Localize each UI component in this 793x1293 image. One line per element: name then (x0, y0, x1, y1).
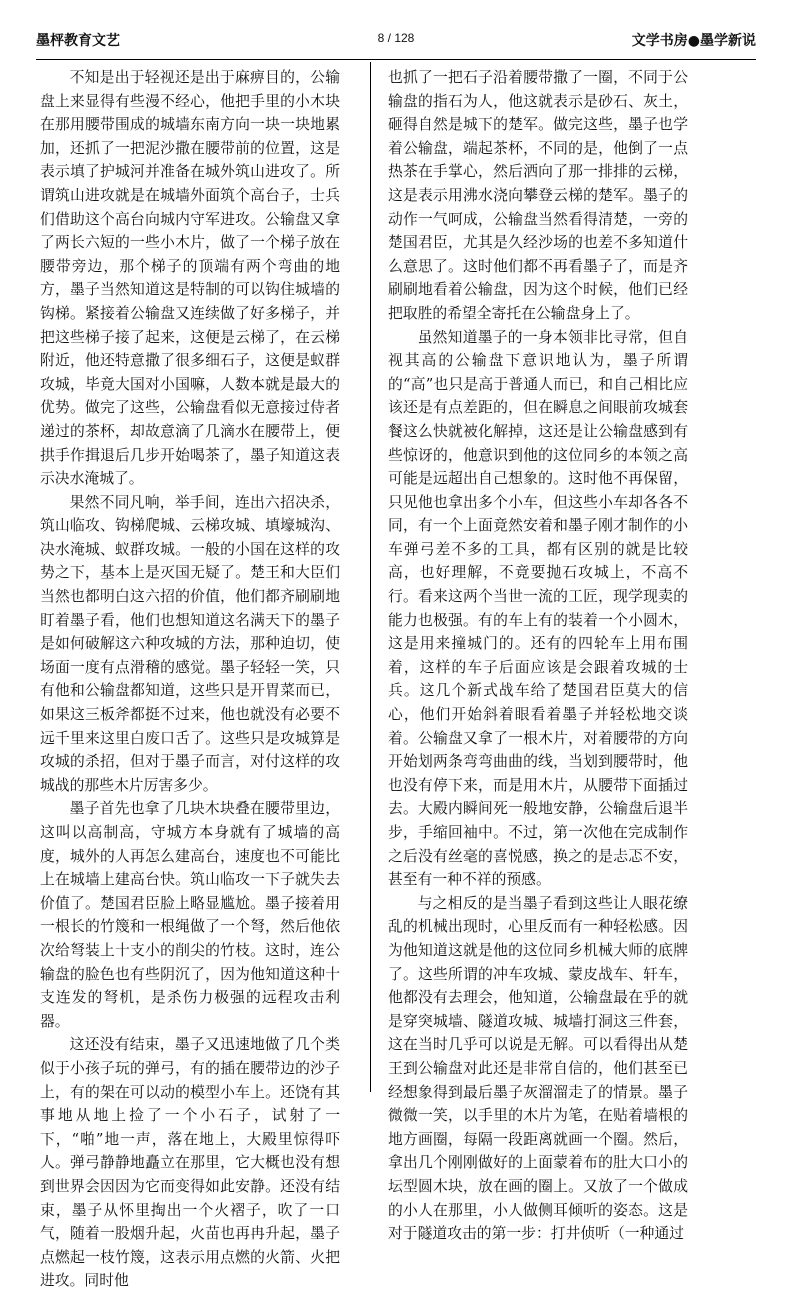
paragraph: 也抓了一把石子沿着腰带撒了一圈，不同于公输盘的指石为人，他这就表示是砂石、灰土，砸得自然是城下的楚军。做完这些，墨子也学着公输盘，端起茶杯，不同的是，他倒了一点热茶在手掌心，然后洒向了那一排排的云梯，这是表示用沸水浇向攀登云梯的楚军。墨子的动作一气呵成，公输盘当然看得清楚，一旁的楚国君臣，尤其是久经沙场的也差不多知道什么意思了。这时他们都不再看墨子了，而是齐刷刷地看着公输盘，因为这个时候，他们已经把取胜的希望全寄托在公输盘身上了。 (388, 69, 688, 322)
page-header (36, 28, 756, 52)
paragraph: 墨子首先也拿了几块木块叠在腰带里边，这叫以高制高，守城方本身就有了城墙的高度，城外的人再怎么建高台，速度也不可能比上在城墙上建高台快。筑山临攻一下子就失去价值了。楚国君臣脸上略显尴尬。墨子接着用一根长的竹篾和一根绳做了一个弩，然后他依次给弩装上十支小的削尖的竹枝。这时，连公输盘的脸色也有些阴沉了，因为他知道这种十支连发的弩机，是杀伤力极强的远程攻击利器。 (40, 800, 340, 1030)
header-rule (36, 59, 756, 60)
paragraph: 与之相反的是当墨子看到这些让人眼花缭乱的机械出现时，心里反而有一种轻松感。因为他知道这就是他的这位同乡机械大师的底牌了。这些所谓的冲车攻城、蒙皮战车、轩车，他都没有去理会，他知道，公输盘最在乎的就是穿突城墙、隧道攻城、城墙打洞这三件套，这在当时几乎可以说是无解。可以看得出从楚王到公输盘对此还是非常自信的，他们甚至已经想象得到最后墨子灰溜溜走了的情景。墨子微微一笑，以手里的木片为笔，在贴着墙根的地方画圈，每隔一段距离就画一个圈。然后，拿出几个刚刚做好的上面蒙着布的肚大口小的坛型圆木块，放在画的圈上。又放了一个做成的小人在那里，小人做侧耳倾听的姿态。这是对于隧道攻击的第一步：打井侦听（一种通过 (388, 894, 688, 1243)
right-column (388, 66, 688, 1243)
left-column (40, 66, 340, 1290)
section-title: 文学书房●墨学新说 (631, 33, 756, 49)
paragraph: 虽然知道墨子的一身本领非比寻常，但自视其高的公输盘下意识地认为，墨子所谓的“高”也只是高于普通人而已，和自己相比应该还是有点差距的，但在瞬息之间眼前攻城套餐这么快就被化解掉，这还是让公输盘感到有些惊讶的，他意识到他的这位同乡的本领之高可能是远超出自己想象的。这时他不再保留，只见他也拿出多个小车，但这些小车却各各不同，有一个上面竟然安着和墨子刚才制作的小车弹弓差不多的工具，都有区别的就是比较高，也好理解，不竟要抛石攻城上，不高不行。看来这两个当世一流的工匠，现学现卖的能力也极强。有的车上有的装着一个小圆木，这是用来撞城门的。还有的四轮车上用布围着，这样的车子后面应该是会跟着攻城的士兵。这几个新式战车给了楚国君臣莫大的信心，他们开始斜着眼看着墨子并轻松地交谈着。公输盘又拿了一根木片，对着腰带的方向开始划两条弯弯曲曲的线，当划到腰带时，他也没有停下来，而是用木片，从腰带下面插过去。大殿内瞬间死一般地安静，公输盘后退半步，手缩回袖中。不过，第一次他在完成制作之后没有丝毫的喜悦感，换之的是忐忑不安，甚至有一种不祥的预感。 (388, 328, 688, 889)
page-number: 8 / 128 (377, 31, 415, 45)
paragraph: 这还没有结束，墨子又迅速地做了几个类似于小孩子玩的弹弓，有的插在腰带边的沙子上，有的架在可以动的模型小车上。还饶有其事地从地上捡了一个小石子，试射了一下，“啪”地一声，落在地上，大殿里惊得吓人。弹弓静静地矗立在那里，它大概也没有想到世界会因因为它而变得如此安静。还没有结束，墨子从怀里掏出一个火褶子，吹了一口气，随着一股烟升起，火苗也再冉升起，墨子点燃起一枝竹篾，这表示用点燃的火箭、火把进攻。同时他 (40, 1036, 340, 1290)
publisher-name: 墨枰教育文艺 (36, 33, 120, 49)
paragraph: 果然不同凡响，举手间，连出六招决杀，筑山临攻、钩梯爬城、云梯攻城、填壕城沟、决水淹城、蚁群攻城。一般的小国在这样的攻势之下，基本上是灭国无疑了。楚王和大臣们当然也都明白这六招的价值，他们都齐刷刷地盯着墨子看，他们也想知道这名满天下的墨子是如何破解这六种攻城的方法，那种迫切，使场面一度有点滑稽的感觉。墨子轻轻一笑，只有他和公输盘都知道，这些只是开胃菜而已，如果这三板斧都挺不过来，他也就没有必要不远千里来这里白废口舌了。这些只是攻城算是攻城的杀招，但对于墨子而言，对付这样的攻城战的那些木片厉害多少。 (40, 493, 340, 794)
paragraph: 不知是出于轻视还是出于麻痹目的，公输盘上来显得有些漫不经心，他把手里的小木块在那用腰带围成的城墙东南方向一块一块地累加，还抓了一把泥沙撒在腰带前的位置，这是表示填了护城河并准备在城外筑山进攻了。所谓筑山进攻就是在城墙外面筑个高台子，士兵们借助这个高台向城内守军进攻。公输盘又拿了两长六短的一些小木片，做了一个梯子放在腰带旁边，那个梯子的顶端有两个弯曲的地方，墨子当然知道这是特制的可以钩住城墙的钩梯。紧接着公输盘又连续做了好多梯子，并把这些梯子接了起来，这便是云梯了，在云梯附近，他还特意撒了很多细石子，这便是蚁群攻城，毕竟大国对小国嘛，人数本就是最大的优势。做完了这些，公输盘看似无意接过侍者递过的茶杯，却故意滴了几滴水在腰带上，便拱手作揖退后几步开始喝茶了，墨子知道这表示决水淹城了。 (40, 69, 340, 488)
column-divider (370, 62, 371, 1092)
